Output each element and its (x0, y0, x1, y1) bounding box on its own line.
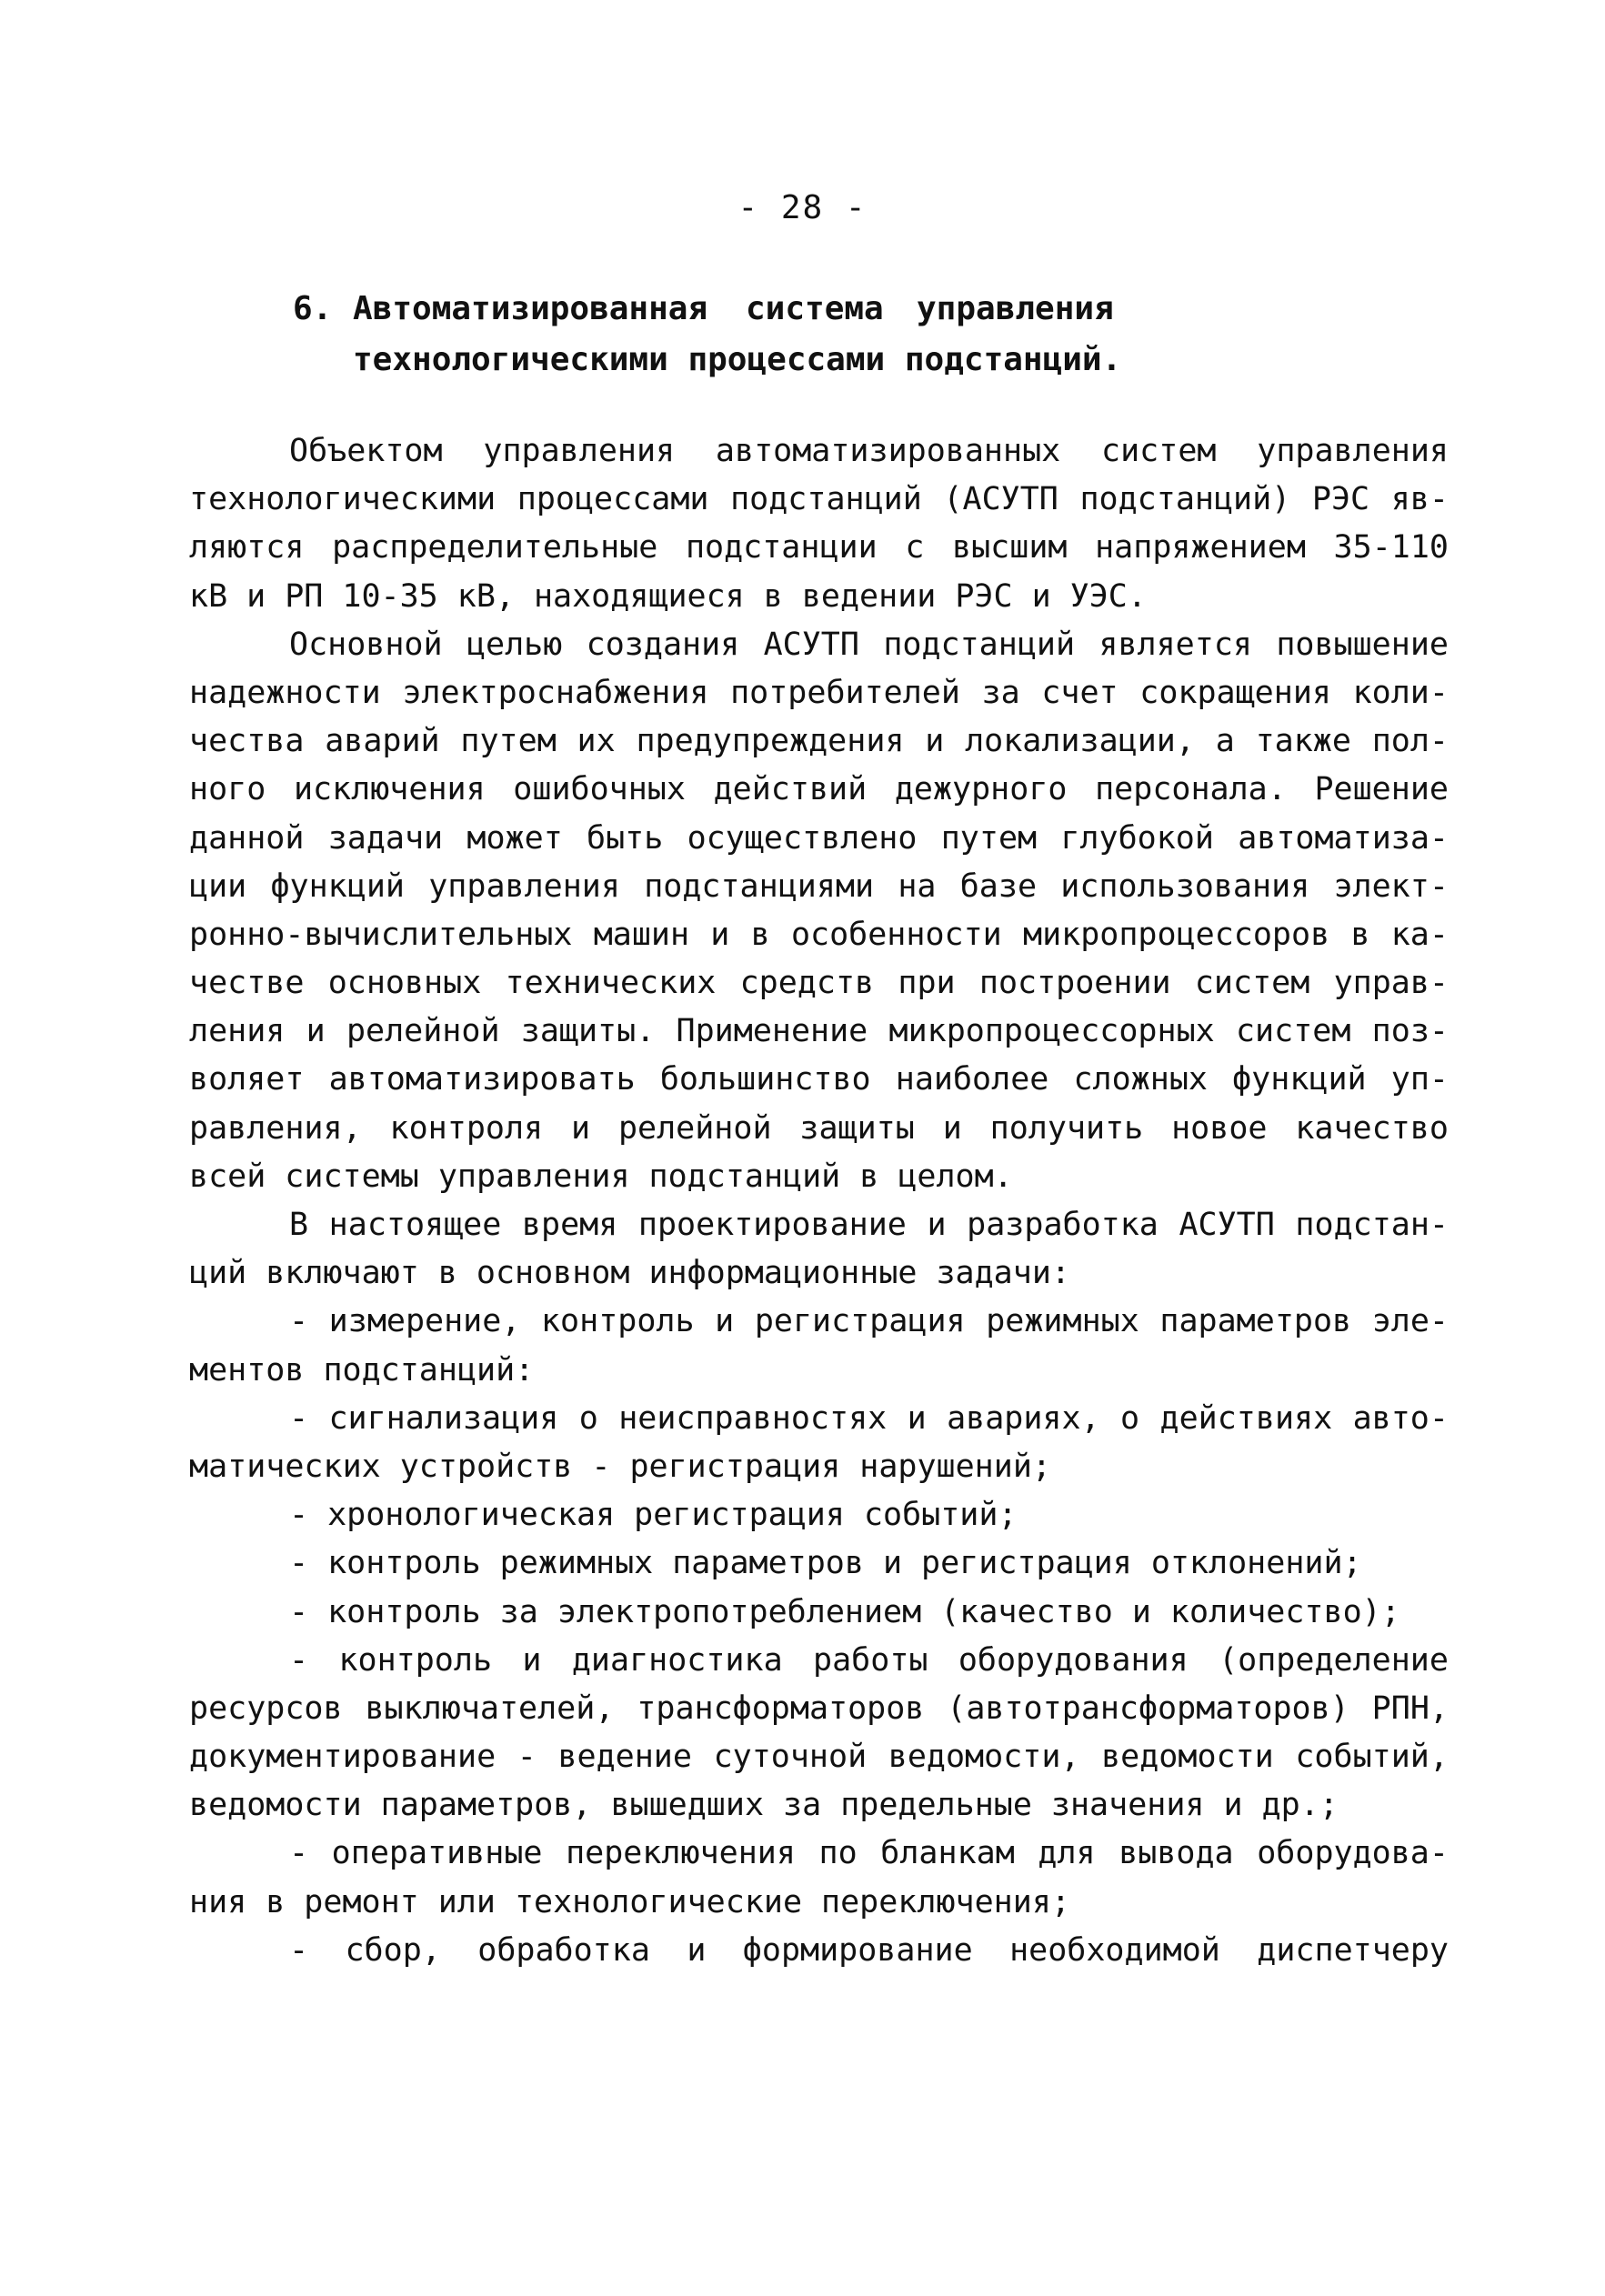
word: АСУТП (1179, 1207, 1275, 1243)
word: яв- (1390, 481, 1449, 518)
section-number: 6. (293, 290, 333, 327)
word: технических (505, 965, 717, 1002)
word: подстанций: (323, 1351, 535, 1389)
word: быть (587, 819, 664, 857)
word: управления (437, 1158, 630, 1195)
word: поз- (1371, 1013, 1449, 1050)
word: контроль (338, 1641, 493, 1679)
word: АСУТП (763, 626, 859, 663)
word: регистрация (629, 1448, 841, 1485)
word: распределительные (332, 529, 658, 566)
text-line (189, 669, 1449, 717)
word: хронологическая (327, 1497, 616, 1534)
word: электроснабжения (402, 674, 709, 711)
word: задачи: (936, 1255, 1070, 1292)
word: регистрация (754, 1303, 966, 1340)
text-line (189, 1249, 1449, 1298)
word: - (289, 1641, 309, 1679)
word: пол- (1371, 723, 1449, 760)
text-line (189, 1347, 1449, 1395)
word: матических (189, 1448, 381, 1485)
word: документирование (189, 1739, 497, 1776)
text-line (189, 1927, 1449, 1975)
word: технологическими (189, 481, 497, 518)
word: - (289, 1593, 309, 1630)
text-line (189, 573, 1449, 621)
word: бланкам (880, 1835, 1015, 1872)
word: глубокой (1060, 819, 1214, 857)
word: в (859, 1158, 879, 1195)
word: ка- (1390, 916, 1449, 953)
text-line (189, 524, 1449, 572)
word: действий (713, 771, 868, 808)
word: регистрация (634, 1497, 845, 1534)
word: находящиеся (533, 577, 745, 615)
text-line (189, 1298, 1449, 1346)
word: диагностика (571, 1641, 783, 1679)
word: ошибочных (513, 771, 686, 808)
word: переключения (566, 1835, 796, 1872)
body-text (189, 427, 1449, 1975)
text-line (189, 959, 1449, 1008)
word: суточной (713, 1739, 868, 1776)
word: ронно-вычислительных (189, 916, 573, 953)
word: технологические (514, 1883, 803, 1920)
text-line (189, 1781, 1449, 1830)
word: ного (189, 771, 266, 808)
word: событий; (863, 1497, 1018, 1534)
text-line (189, 1153, 1449, 1201)
word: повышение (1276, 626, 1449, 663)
word: кВ, (456, 577, 515, 615)
word: защиты (799, 1109, 915, 1147)
word: автоматизированных (715, 433, 1061, 469)
word: отклонений; (1150, 1545, 1362, 1582)
word: системы (285, 1158, 419, 1195)
text-line (189, 1443, 1449, 1491)
word: настоящее (328, 1207, 502, 1243)
word: подстанций (648, 1158, 841, 1195)
word: управления (428, 867, 620, 905)
word: параметров, (380, 1787, 592, 1824)
word: Применение (676, 1013, 868, 1050)
word: за (981, 674, 1020, 711)
word: основных (327, 965, 482, 1002)
word: 10-35 (342, 577, 438, 615)
word: кВ (189, 577, 228, 615)
word: ресурсов (189, 1689, 343, 1727)
word: ведомости (1101, 1739, 1274, 1776)
word: использования (1060, 867, 1310, 905)
word: ния (189, 1883, 247, 1920)
text-line (189, 1395, 1449, 1443)
word: и (1031, 577, 1051, 615)
word: - (289, 1835, 309, 1872)
word: ведении (801, 577, 937, 615)
word: трансформаторов (637, 1689, 925, 1727)
word: особенности (790, 916, 1002, 953)
word: эле- (1371, 1303, 1449, 1340)
text-line (189, 1105, 1449, 1153)
word: количество); (1169, 1593, 1400, 1630)
word: и (907, 1399, 927, 1437)
word: подстанций (883, 626, 1076, 663)
word: автоматиза- (1238, 819, 1449, 857)
text-line (189, 427, 1449, 476)
word: исключения (293, 771, 486, 808)
word: - (289, 1931, 309, 1969)
text-line (189, 1879, 1449, 1927)
word: измерение, (328, 1303, 521, 1340)
word: в (437, 1255, 457, 1292)
word: наиболее (895, 1061, 1049, 1098)
word: и (710, 916, 730, 953)
word: равления, (189, 1109, 362, 1147)
word: ведомости (189, 1787, 362, 1824)
section-heading-line-1 (293, 284, 1121, 335)
word: надежности (189, 674, 381, 711)
word: машин (593, 916, 690, 953)
word: релейной (617, 1109, 772, 1147)
text-line (189, 1637, 1449, 1685)
word: за (783, 1787, 822, 1824)
word: высшим (952, 529, 1068, 566)
word: выключателей, (365, 1689, 615, 1727)
word: регистрация (921, 1545, 1132, 1582)
word: подстанций) (1079, 481, 1291, 518)
word: о (578, 1399, 598, 1437)
word: их (577, 723, 616, 760)
word: может (466, 819, 563, 857)
word: РЭС (1311, 481, 1370, 518)
word: сокращения (1139, 674, 1331, 711)
word: и (687, 1931, 707, 1969)
word: РПН, (1371, 1689, 1449, 1727)
word: ций (189, 1255, 247, 1292)
word: включают (266, 1255, 419, 1292)
word: оборудова- (1257, 1835, 1449, 1872)
word: в (763, 577, 783, 615)
text-line (189, 1008, 1449, 1056)
word: электропотреблением (557, 1593, 922, 1630)
word: в (1350, 916, 1370, 953)
word: В (289, 1207, 309, 1243)
word: подстанций (730, 481, 922, 518)
text-line (189, 476, 1449, 524)
word: управ- (1333, 965, 1449, 1002)
word: Основной (289, 626, 443, 663)
text-line (189, 717, 1449, 766)
word: событий, (1295, 1739, 1449, 1776)
word: диспетчеру (1257, 1931, 1449, 1969)
word: проектирование (637, 1207, 907, 1243)
word: и (522, 1641, 542, 1679)
word: на (898, 867, 937, 905)
word: функций (270, 867, 405, 905)
word: качество (1295, 1109, 1449, 1147)
word: сигнализация (328, 1399, 559, 1437)
word: предельные (840, 1787, 1032, 1824)
word: и (715, 1303, 735, 1340)
word: управления (483, 433, 676, 469)
text-line (189, 766, 1449, 814)
text-line (189, 1056, 1449, 1104)
word: систем (1235, 1013, 1351, 1050)
section-heading-word: система (746, 290, 884, 327)
word: - (289, 1399, 309, 1437)
word: и (306, 1013, 326, 1050)
word: режимных (499, 1545, 654, 1582)
section-heading-word: управления (917, 290, 1114, 327)
word: авто- (1352, 1399, 1449, 1437)
text-line (189, 1589, 1449, 1637)
word: Решение (1314, 771, 1449, 808)
word: переключения; (821, 1883, 1070, 1920)
word: вывода (1118, 1835, 1234, 1872)
page-number: - 28 - (737, 189, 868, 226)
word: ляются (189, 529, 305, 566)
word: подстанциями (644, 867, 875, 905)
word: новое (1171, 1109, 1268, 1147)
text-line (189, 1491, 1449, 1539)
word: средств (739, 965, 875, 1002)
text-line (189, 815, 1449, 863)
word: УЭС. (1069, 577, 1147, 615)
word: неисправностях (618, 1399, 888, 1437)
word: напряжением (1095, 529, 1306, 566)
word: ведомости, (888, 1739, 1080, 1776)
word: по (818, 1835, 858, 1872)
word: (определение (1219, 1641, 1449, 1679)
word: предупреждения (636, 723, 905, 760)
word: уп- (1390, 1061, 1449, 1098)
word: задачи (327, 819, 444, 857)
word: также (1255, 723, 1351, 760)
word: (автотрансформаторов) (947, 1689, 1349, 1727)
word: параметров (1159, 1303, 1352, 1340)
word: защиты. (520, 1013, 656, 1050)
word: потребителей (730, 674, 960, 711)
text-line (189, 911, 1449, 959)
word: для (1038, 1835, 1096, 1872)
word: осуществлено (687, 819, 918, 857)
word: или (437, 1883, 496, 1920)
word: систем (1101, 433, 1217, 469)
word: контроль (327, 1545, 481, 1582)
word: ментов (189, 1351, 305, 1389)
word: систем (1194, 965, 1310, 1002)
word: коли- (1352, 674, 1449, 711)
section-heading-word: Автоматизированная (353, 290, 708, 327)
word: в (750, 916, 770, 953)
word: ции (189, 867, 247, 905)
word: и (570, 1109, 591, 1147)
word: в (266, 1883, 286, 1920)
word: аварий (325, 723, 440, 760)
text-line (189, 1685, 1449, 1733)
word: локализации, (965, 723, 1195, 760)
word: Объектом (289, 433, 443, 469)
word: режимных (986, 1303, 1139, 1340)
word: вышедших (610, 1787, 765, 1824)
word: 35-110 (1333, 529, 1449, 566)
word: РЭС (955, 577, 1013, 615)
word: др.; (1261, 1787, 1339, 1824)
word: РП (285, 577, 324, 615)
word: оперативные (331, 1835, 543, 1872)
word: устройств (399, 1448, 573, 1485)
word: оборудования (958, 1641, 1189, 1679)
word: сбор, (345, 1931, 441, 1969)
word: функций (1232, 1061, 1367, 1098)
word: - (289, 1303, 309, 1340)
word: основном (476, 1255, 630, 1292)
word: воляет (189, 1061, 305, 1098)
word: и (942, 1109, 962, 1147)
word: управления (1257, 433, 1449, 469)
word: значения (1050, 1787, 1205, 1824)
word: время (521, 1207, 618, 1243)
word: чества (189, 723, 305, 760)
word: при (898, 965, 956, 1002)
word: дежурного (894, 771, 1068, 808)
word: честве (189, 965, 305, 1002)
word: а (1215, 723, 1235, 760)
word: счет (1041, 674, 1118, 711)
word: - (289, 1545, 309, 1582)
word: действиях (1159, 1399, 1333, 1437)
word: автоматизировать (328, 1061, 636, 1098)
word: подстан- (1295, 1207, 1449, 1243)
word: получить (989, 1109, 1144, 1147)
word: контроль (327, 1593, 481, 1630)
word: создания (586, 626, 740, 663)
word: авариях, (947, 1399, 1100, 1437)
word: разработка (967, 1207, 1159, 1243)
word: обработка (477, 1931, 650, 1969)
word: путем (460, 723, 557, 760)
word: ремонт (304, 1883, 419, 1920)
word: и (882, 1545, 903, 1582)
word: релейной (346, 1013, 500, 1050)
section-heading (293, 284, 1121, 386)
word: элект- (1333, 867, 1449, 905)
word: формирование (742, 1931, 973, 1969)
word: контроль (540, 1303, 695, 1340)
word: работы (813, 1641, 928, 1679)
word: нарушений; (859, 1448, 1051, 1485)
word: и (1223, 1787, 1243, 1824)
word: построении (978, 965, 1171, 1002)
word: ления (189, 1013, 286, 1050)
word: и (925, 723, 945, 760)
word: большинство (659, 1061, 871, 1098)
text-line (189, 1201, 1449, 1249)
text-line (189, 621, 1449, 669)
text-line (189, 863, 1449, 911)
word: и (927, 1207, 947, 1243)
word: (качество (940, 1593, 1113, 1630)
word: - (591, 1448, 611, 1485)
word: необходимой (1009, 1931, 1220, 1969)
word: сложных (1073, 1061, 1208, 1098)
word: процессами (517, 481, 709, 518)
word: микропроцессорных (888, 1013, 1215, 1050)
word: целом. (898, 1158, 1013, 1195)
word: - (289, 1497, 309, 1534)
word: параметров (672, 1545, 864, 1582)
word: информационные (648, 1255, 918, 1292)
word: и (246, 577, 266, 615)
word: является (1098, 626, 1252, 663)
word: целью (466, 626, 563, 663)
word: о (1120, 1399, 1140, 1437)
word: - (517, 1739, 537, 1776)
word: базе (959, 867, 1038, 905)
section-heading-line-2: технологическими процессами подстанций. (353, 341, 1122, 378)
word: (АСУТП (943, 481, 1058, 518)
word: данной (189, 819, 305, 857)
word: контроля (389, 1109, 544, 1147)
word: персонала. (1095, 771, 1287, 808)
word: и (1131, 1593, 1151, 1630)
word: с (905, 529, 925, 566)
word: ведение (557, 1739, 692, 1776)
word: микропроцессоров (1023, 916, 1330, 953)
word: всей (189, 1158, 266, 1195)
word: подстанции (685, 529, 878, 566)
word: за (499, 1593, 538, 1630)
word: путем (940, 819, 1038, 857)
text-line (189, 1830, 1449, 1878)
text-line (189, 1539, 1449, 1588)
text-line (189, 1733, 1449, 1781)
